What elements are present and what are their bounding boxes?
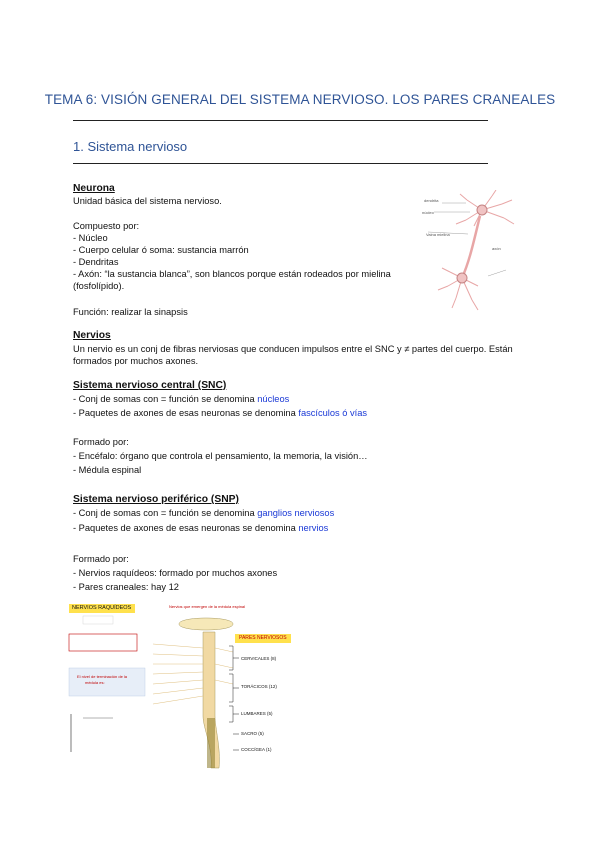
highlight-term: nervios [298, 523, 329, 533]
neurona-heading: Neurona [73, 183, 115, 194]
neurona-item: - Núcleo [73, 233, 108, 243]
title-divider [73, 120, 488, 121]
toracicos-label: TORÁCICOS (12) [241, 684, 277, 689]
section-heading: 1. Sistema nervioso [73, 139, 188, 154]
svg-text:axón: axón [492, 246, 501, 251]
svg-text:dendrita: dendrita [424, 198, 439, 203]
section-divider [73, 163, 488, 164]
snp-line-1: - Conj de somas con = función se denomina ganglios nerviosos [73, 508, 335, 518]
sacro-label: SACRO (5) [241, 731, 264, 736]
snp-formado-item: - Nervios raquídeos: formado por muchos axones [73, 568, 278, 578]
coccigea-label: COCCÍGEA (1) [241, 747, 272, 752]
nervios-line: Un nervio es un conj de fibras nerviosas que conducen impulsos entre el SNC y ≠ partes del cuerpo. Están [73, 344, 513, 354]
compuesto-label: Compuesto por: [73, 221, 140, 231]
svg-text:núcleo: núcleo [422, 210, 434, 215]
neurona-item-cont: (fosfolípido). [73, 281, 125, 291]
nervios-line: formados por muchos axones. [73, 356, 199, 366]
highlight-term: ganglios nerviosos [257, 508, 335, 518]
neurona-item: - Dendritas [73, 257, 119, 267]
highlight-term: núcleos [257, 394, 290, 404]
cervicales-label: CERVICALES (8) [241, 656, 277, 661]
neurona-item: - Cuerpo celular ó soma: sustancia marrón [73, 245, 249, 255]
svg-text:El nivel de terminación de la: El nivel de terminación de la [77, 674, 128, 679]
svg-text:Vaina mielina: Vaina mielina [426, 232, 450, 237]
nervios-raquideos-label: NERVIOS RAQUÍDEOS [72, 605, 132, 611]
lumbares-label: LUMBARES (5) [241, 711, 273, 716]
snc-formado-item: - Médula espinal [73, 465, 142, 475]
nervios-heading: Nervios [73, 330, 111, 341]
snp-heading: Sistema nervioso periférico (SNP) [73, 494, 239, 505]
snc-formado: Formado por: [73, 437, 129, 447]
svg-text:Nervios que emergen de la médu: Nervios que emergen de la médula espinal [169, 604, 246, 609]
highlight-term: fascículos ó vías [298, 408, 368, 418]
snp-line-2: - Paquetes de axones de esas neuronas se denomina nervios [73, 523, 329, 533]
neuron-illustration [422, 190, 520, 316]
svg-text:médula es:: médula es: [85, 680, 105, 685]
neurona-item: - Axón: “la sustancia blanca”, son blancos porque están rodeados por mielina [73, 269, 391, 279]
snp-formado-item: - Pares craneales: hay 12 [73, 582, 179, 592]
snc-line-2: - Paquetes de axones de esas neuronas se denomina fascículos ó vías [73, 408, 368, 418]
snc-heading: Sistema nervioso central (SNC) [73, 380, 227, 391]
spinal-nerves-figure [63, 598, 313, 778]
neurona-definition: Unidad básica del sistema nervioso. [73, 196, 222, 206]
funcion-line: Función: realizar la sinapsis [73, 307, 188, 317]
page-title: TEMA 6: VISIÓN GENERAL DEL SISTEMA NERVIOSO. LOS PARES CRANEALES [44, 92, 556, 107]
snc-line-1: - Conj de somas con = función se denomina núcleos [73, 394, 290, 404]
pares-nerviosos-label: PARES NERVIOSOS [239, 635, 287, 641]
snc-formado-item: - Encéfalo: órgano que controla el pensamiento, la memoria, la visión… [73, 451, 368, 461]
snp-formado: Formado por: [73, 554, 129, 564]
